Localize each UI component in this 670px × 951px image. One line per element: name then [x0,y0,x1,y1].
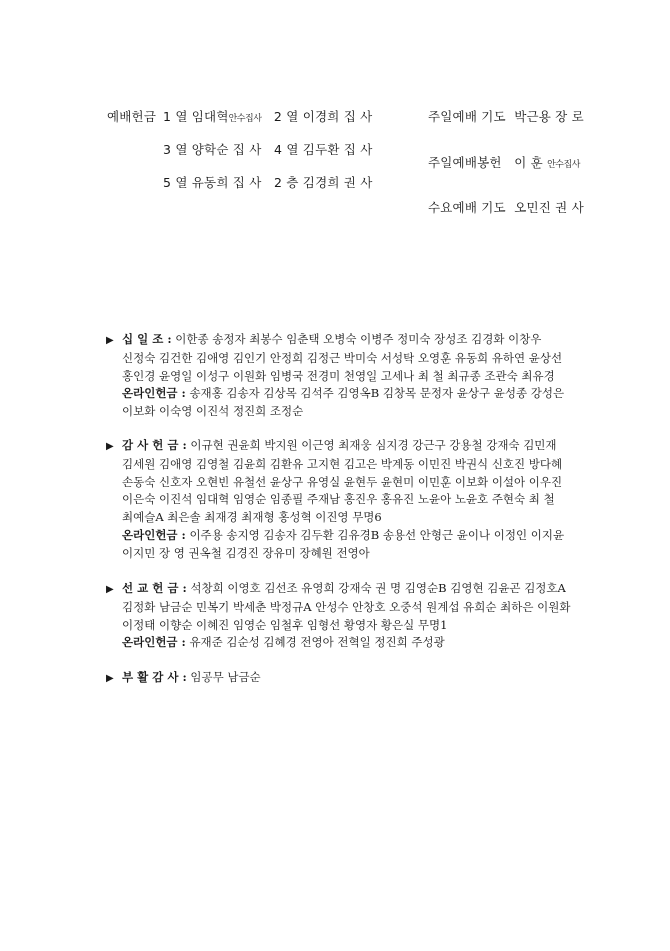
section-thanks [106,437,566,563]
section-title: 감 사 헌 금 : [122,438,187,452]
duty-name: 박근용 장 로 [514,109,584,124]
row1-col1: 1 열 임대혁 [163,109,229,124]
section-line: 홍인경 윤영일 이성구 이원화 임병국 전경미 천영일 고세나 최 철 최규종 조관숙 최유경 [122,368,555,383]
section-title: 부 활 감 사 : [122,670,187,684]
duty-label: 주일예배 기도 [428,109,506,124]
duty-sunday-prayer [428,107,584,125]
section-line: 최예슬A 최은솔 최재경 최재형 홍성혁 이진영 무명6 [122,510,382,525]
online-line: 송재홍 김송자 김상목 김석주 김영옥B 김창목 문정자 윤상구 윤성종 강성은 [189,386,565,401]
arrow-icon: ▶ [106,673,114,684]
online-line: 이보화 이숙영 이진석 정진희 조정순 [122,404,304,419]
row2-col2: 4 열 김두환 집 사 [274,142,373,157]
duty-label: 수요예배 기도 [428,200,506,215]
offering-row-1 [163,107,372,125]
duty-title: 안수집사 [547,160,580,170]
online-line: 유재준 김순성 김혜경 전영아 전혁일 정진희 주성광 [189,635,445,650]
row1-col2: 2 열 이경희 집 사 [273,109,373,124]
section-mission [106,580,571,652]
online-line: 이주용 송지영 김송자 김두환 김유경B 송용선 안형근 윤이나 이정인 이지윤 [189,527,565,542]
section-line: 임공무 남금순 [190,670,261,684]
online-title: 온라인헌금 : [122,386,186,401]
duty-label: 주일예배봉헌 [428,155,502,170]
duty-name: 오민진 권 사 [514,200,584,215]
section-title: 십 일 조 : [122,332,172,346]
online-title: 온라인헌금 : [122,527,186,542]
section-line: 이은숙 이진석 임대혁 임영순 임종필 주재남 홍진우 홍유진 노윤아 노윤호 주현숙 최 철 [122,492,555,507]
duty-wednesday-prayer [428,198,584,216]
section-line: 김정화 남금순 민복기 박세춘 박정규A 안성수 안창호 오중석 원계섭 유희순 최하은 이원화 [122,599,571,614]
arrow-icon: ▶ [106,441,114,452]
section-line: 신정숙 김건한 김애영 김인기 안정희 김정근 박미숙 서성탁 오영훈 유동희 유하연 윤상선 [122,350,563,365]
row2-col1: 3 열 양학순 집 사 [163,142,262,157]
offering-label: 예배헌금 [107,109,157,124]
section-title: 선 교 헌 금 : [122,581,187,595]
duty-name: 이 훈 [514,155,543,170]
section-easter [106,669,566,688]
row3-col1: 5 열 유동희 집 사 [163,175,262,190]
row1-col1-title: 안수집사 [228,114,262,124]
section-line: 이정태 이향순 이혜진 임영순 임철후 임형선 황영자 황은실 무명1 [122,617,448,632]
offering-row-2 [163,140,373,158]
arrow-icon: ▶ [106,584,114,595]
offering-row-3 [163,173,373,191]
section-line: 김세원 김애영 김영철 김윤희 김환유 고지현 김고은 박계동 이민진 박권식 신호진 방다혜 [122,456,563,471]
section-tithe [106,331,566,421]
online-line: 이지민 장 영 권옥철 김경진 장유미 장혜원 전영아 [122,545,370,560]
row3-col2: 2 층 김경희 권 사 [274,175,373,190]
online-title: 온라인헌금 : [122,635,186,650]
section-line: 이한종 송정자 최봉수 임춘택 오병숙 이병주 정미숙 장성조 김경화 이창우 [175,332,542,346]
duty-sunday-offering [428,153,580,171]
arrow-icon: ▶ [106,335,114,346]
section-line: 손동숙 신호자 오현빈 유철선 윤상구 유영실 윤현두 윤현미 이민훈 이보화 이설아 이우진 [122,474,563,489]
section-line: 석창희 이영호 김선조 유영희 강재숙 권 명 김영순B 김영현 김윤곤 김정호A [190,581,566,595]
section-line: 이규현 권윤희 박지원 이근영 최재웅 심지경 강근구 강용철 강재숙 김민재 [190,438,557,452]
